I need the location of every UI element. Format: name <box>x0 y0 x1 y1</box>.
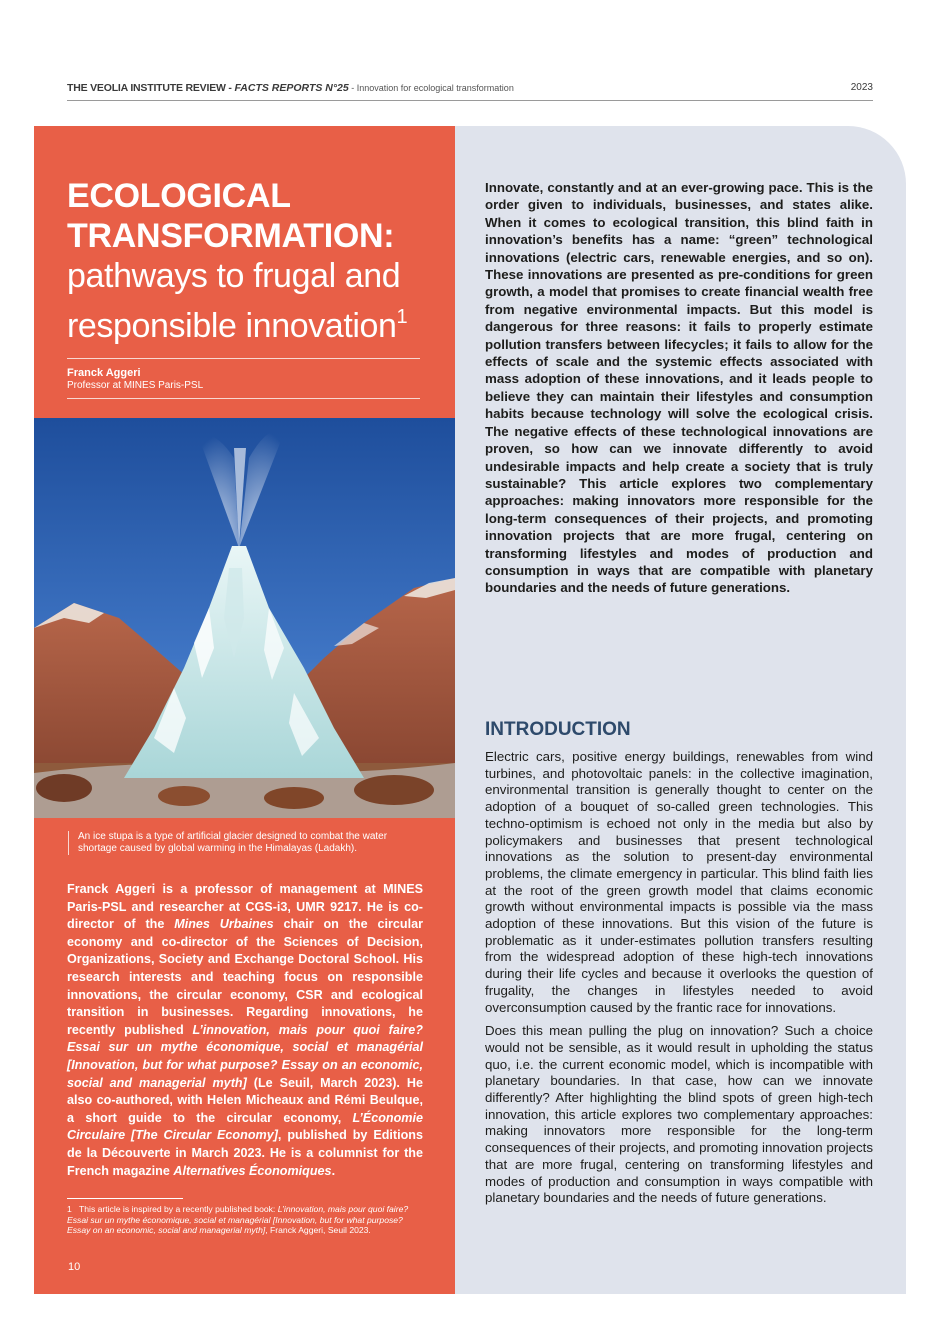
footnote-number: 1 <box>67 1204 72 1214</box>
footnote-divider <box>67 1198 183 1199</box>
bio-text-4: , published by Editions de la Découverte in March 2023. He is a columnist for the French magazine <box>67 1128 423 1178</box>
title-light-line2: responsible innovation <box>67 307 397 345</box>
footnote <box>67 1204 427 1236</box>
series-name: FACTS REPORTS N°25 <box>234 82 349 94</box>
header-year: 2023 <box>850 82 873 93</box>
footnote-text-b: , Franck Aggeri, Seuil 2023. <box>265 1225 371 1236</box>
introduction-heading: INTRODUCTION <box>485 719 631 740</box>
photo-caption: An ice stupa is a type of artificial glacier designed to combat the water shortage caused by global warming in the Himalayas (Ladakh). <box>68 831 423 855</box>
title-bold-line2: TRANSFORMATION: <box>67 217 395 255</box>
publication-name: THE VEOLIA INSTITUTE REVIEW - <box>67 82 235 94</box>
intro-paragraph: Does this mean pulling the plug on innovation? Such a choice would not be sensible, as it would result in upholding the status quo, i.e. the current economic model, which is incompatible with planetary boundaries. In that case, how can we innovate differently? After highlighting the blind spots of green high-tech innovation, this article explores two complementary approaches: making innovators more responsible for the long-term consequences of their projects, and promoting innovation projects that are more frugal, centering on transforming lifestyles and modes of production and consumption in ways compatible with planetary boundaries and the needs of future generations. <box>485 1023 873 1206</box>
bio-text-1: Franck Aggeri is a professor of management at MINES Paris-PSL and researcher at CGS-i3, UMR 9217. He is co-director of the <box>67 882 423 932</box>
abstract: Innovate, constantly and at an ever-growing pace. This is the order given to individuals, businesses, and states alike. When it comes to ecological transition, this blind faith in innovation’s benefits has a name: “green” technological innovations (electric cars, renewable energies, and so on). These innovations are presented as pre-conditions for green growth, a model that promises to create financial wealth free from negative environmental impacts. But this model is dangerous for three reasons: it fails to properly estimate pollution transfers between lifecycles; it fails to allow for the effects of scale and the systemic effects associated with mass adoption of these innovations, and it leads people to believe they can maintain their lifestyles and consumption habits because technology will solve the ecological crisis. The negative effects of these technological innovations are proven, so how can we innovate differently to avoid undesirable impacts and help create a society that is truly sustainable? This article explores two complementary approaches: making innovators more responsible for the long-term consequences of their projects, and promoting innovation projects that are more frugal, centering on transforming lifestyles and modes of production and consumption in ways that are compatible with planetary boundaries and the needs of future generations. <box>485 180 873 596</box>
bio-text-2: chair on the circular economy and co-director of the Sciences of Decision, Organizations, Society and Exchange Doctoral School. His research interests and teaching focus on responsible innovations, the circular economy, CSR and ecological transition in businesses. Regarding innovations, he recently published <box>67 917 423 1037</box>
right-panel <box>455 126 906 1294</box>
ice-stupa-illustration <box>34 418 455 818</box>
author-bio <box>67 881 423 1180</box>
bio-italic-1: Mines Urbaines <box>174 917 274 932</box>
bio-text-5: . <box>331 1163 336 1178</box>
title-light-line1: pathways to frugal and <box>67 257 401 295</box>
running-header <box>67 80 873 101</box>
intro-paragraph: Electric cars, positive energy buildings, renewables from wind turbines, and photovoltaic panels: in the collective imagination, environmental transition is generally thought to center on the adoption of a bouquet of so-called green technologies. This techno-optimism is echoed not only in the media but also by policymakers and businesses that present technological innovations as the solution to present-day environmental problems, the climate emergency in particular. This blind faith lies at the root of the green growth model that claims economic growth without environmental impacts is possible via the mass adoption of these innovations. But this vision of the future is problematic as it under-estimates pollution transfers resulting from the widespread adoption of these high-tech innovations during their life cycles and because it overlooks the question of frugality, the changes in lifestyles needed to avoid overconsumption caused by the frantic race for innovations. <box>485 749 873 1015</box>
issue-topic: - Innovation for ecological transformation <box>348 83 514 93</box>
footnote-text-a: This article is inspired by a recently published book: <box>79 1204 278 1214</box>
bio-text-3: (Le Seuil, March 2023). He also co-authored, with Helen Micheaux and Rémi Beulque, a short guide to the circular economy, <box>67 1075 423 1125</box>
footnote-italic: L’innovation, mais pour quoi faire? Essai sur un mythe économique, social et managérial [Innovation, but for what purpose? Essay on an economic, social and managerial myth] <box>67 1204 409 1236</box>
left-panel <box>34 126 455 1294</box>
author-name: Franck Aggeri <box>67 367 141 379</box>
ice-stupa-photo <box>34 418 455 818</box>
bio-italic-2: L’innovation, mais pour quoi faire? Essai sur un mythe économique, social et managérial [Innovation, but for what purpose? Essay on an economic, social and managerial myth] <box>67 1022 423 1090</box>
author-role: Professor at MINES Paris-PSL <box>67 380 204 391</box>
page-number: 10 <box>68 1261 81 1273</box>
title-bold <box>67 176 437 256</box>
article-title <box>67 176 437 347</box>
bio-italic-4: Alternatives Économiques <box>173 1163 332 1178</box>
title-bold-line1: ECOLOGICAL <box>67 177 291 215</box>
title-light <box>67 256 437 347</box>
title-footnote-mark: 1 <box>396 306 408 328</box>
author-box <box>67 358 420 399</box>
bio-italic-3: L’Économie Circulaire [The Circular Economy] <box>67 1110 423 1143</box>
introduction-body <box>485 749 873 1214</box>
